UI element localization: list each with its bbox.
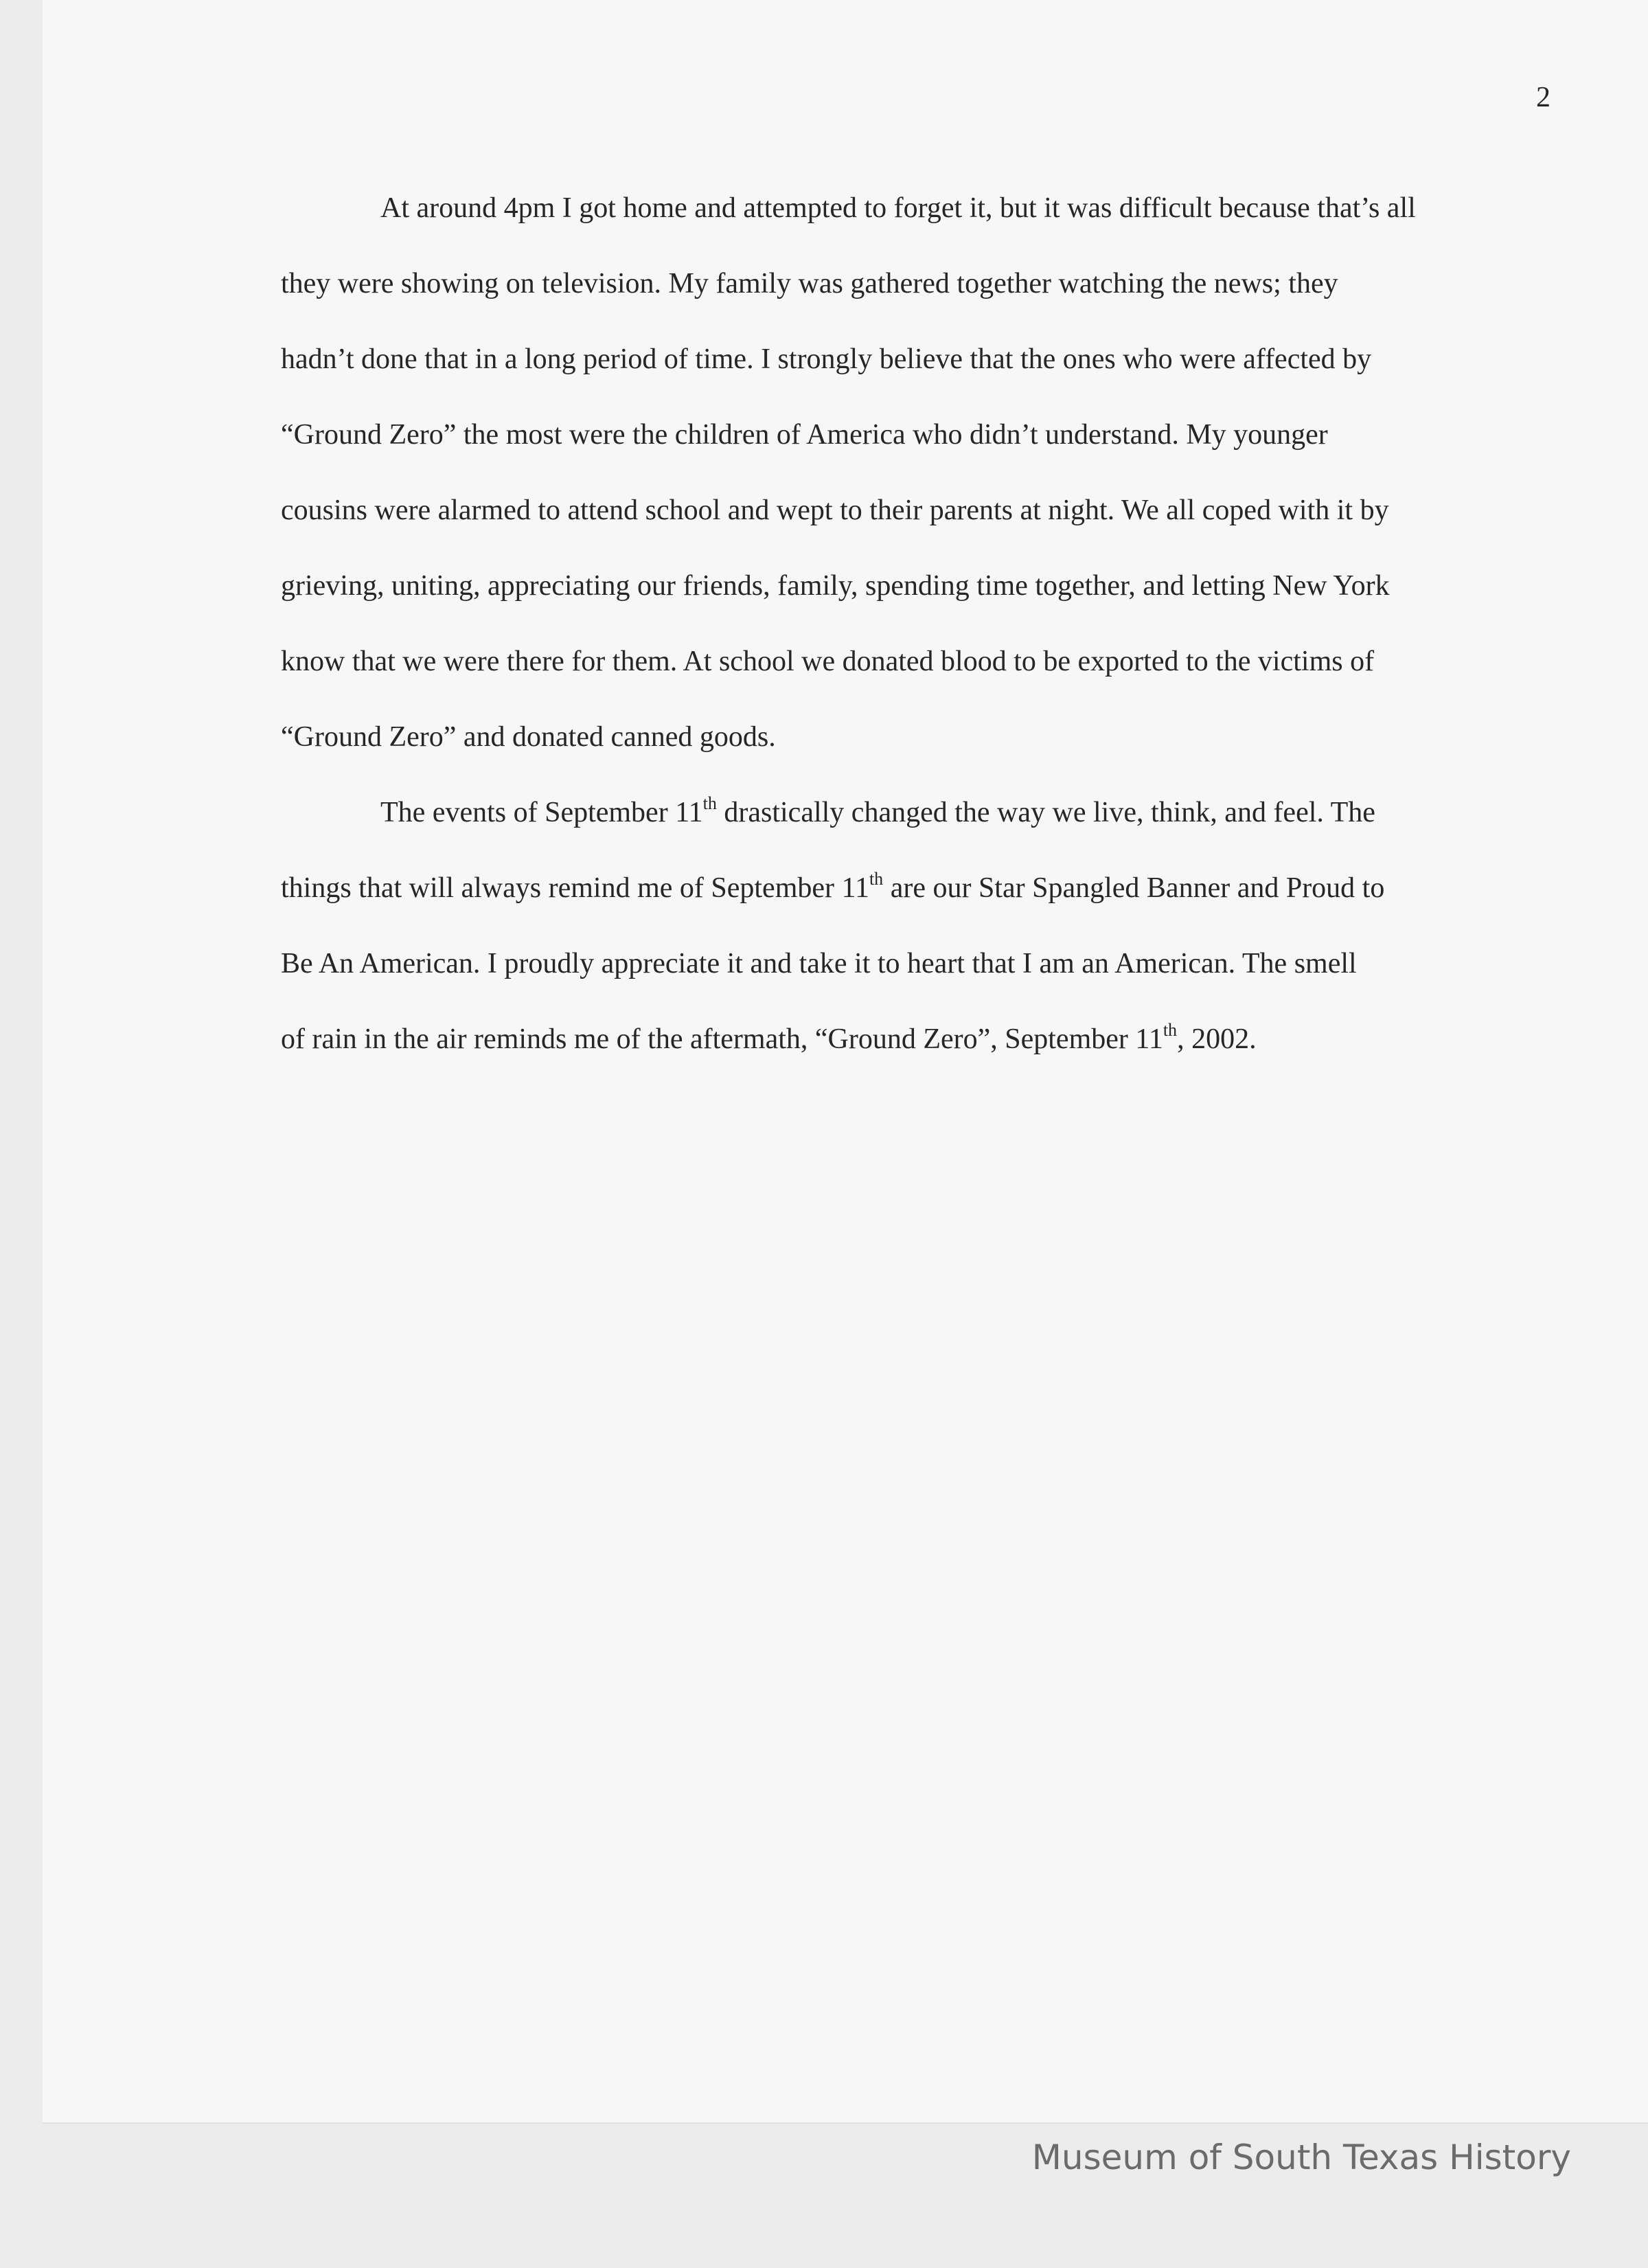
text-run: drastically changed the way we live, think, and feel. The <box>716 797 1375 828</box>
document-page <box>43 0 1648 2124</box>
text-line <box>281 170 1565 246</box>
text-run: they were showing on television. My family was gathered together watching the news; they <box>281 268 1338 299</box>
text-run: At around 4pm I got home and attempted to forget it, but it was difficult because that’s all <box>380 192 1416 224</box>
text-line <box>281 548 1565 624</box>
text-run: grieving, uniting, appreciating our friends, family, spending time together, and letting New York <box>281 570 1390 602</box>
text-run: are our Star Spangled Banner and Proud to <box>883 872 1385 904</box>
text-run: The events of September 11 <box>380 797 703 828</box>
text-line <box>281 624 1565 699</box>
text-run: things that will always remind me of September 11 <box>281 872 869 904</box>
text-line <box>281 775 1565 850</box>
text-run: know that we were there for them. At school we donated blood to be exported to the victims of <box>281 646 1375 677</box>
text-line <box>281 397 1565 473</box>
text-line <box>281 1001 1565 1077</box>
text-line <box>281 321 1565 397</box>
text-line <box>281 850 1565 926</box>
text-run: “Ground Zero” and donated canned goods. <box>281 721 776 753</box>
text-line <box>281 473 1565 548</box>
ordinal-superscript: th <box>1163 1020 1178 1040</box>
page-number: 2 <box>1536 82 1550 113</box>
text-run: cousins were alarmed to attend school and wept to their parents at night. We all coped with it by <box>281 495 1389 526</box>
text-line <box>281 246 1565 321</box>
text-run: “Ground Zero” the most were the children of America who didn’t understand. My younger <box>281 419 1328 451</box>
text-run: hadn’t done that in a long period of time. I strongly believe that the ones who were affected by <box>281 343 1372 375</box>
ordinal-superscript: th <box>869 869 884 889</box>
paragraph <box>281 170 1565 775</box>
museum-credit: Museum of South Texas History <box>1031 2137 1571 2177</box>
text-line <box>281 926 1565 1001</box>
paragraph <box>281 775 1565 1077</box>
ordinal-superscript: th <box>702 793 717 813</box>
text-line <box>281 699 1565 775</box>
text-run: Be An American. I proudly appreciate it and take it to heart that I am an American. The smell <box>281 948 1357 979</box>
document-body <box>281 170 1565 1077</box>
text-run: of rain in the air reminds me of the aftermath, “Ground Zero”, September 11 <box>281 1023 1163 1055</box>
text-run: , 2002. <box>1177 1023 1257 1055</box>
